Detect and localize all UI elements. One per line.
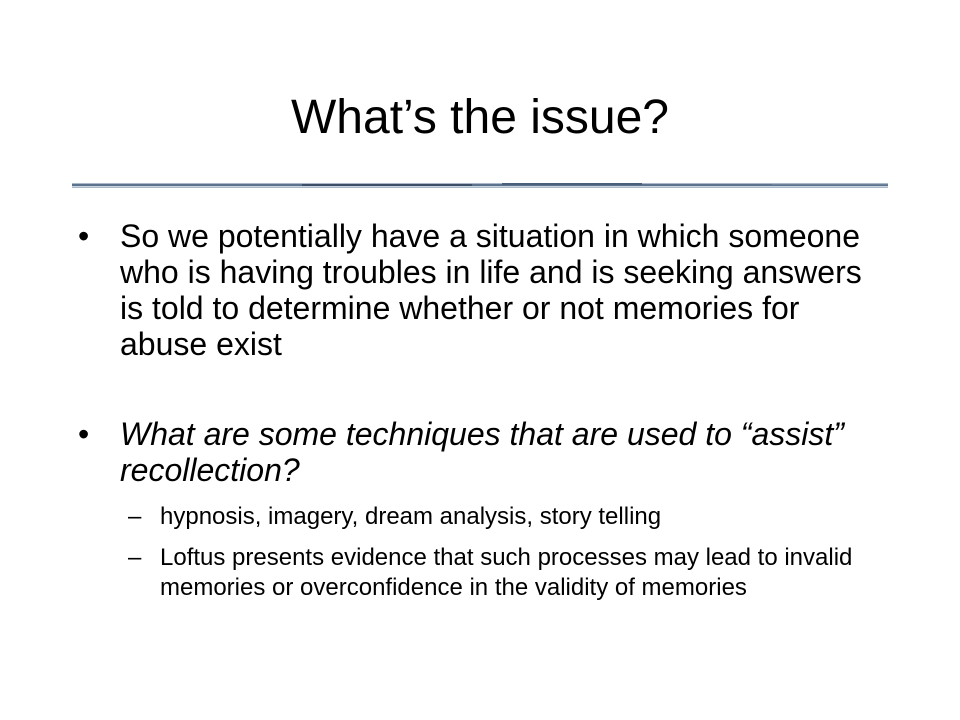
sub-bullet-text: hypnosis, imagery, dream analysis, story telling xyxy=(160,503,662,530)
slide-title: What’s the issue? xyxy=(291,91,669,144)
divider-line-graphic xyxy=(72,182,888,190)
sub-bullet-item xyxy=(78,543,888,603)
bullet-text: So we potentially have a situation in which someone who is having troubles in life and is seeking answers is told to determine whether or not memories for abuse exist xyxy=(120,218,862,362)
bullet-text: What are some techniques that are used to “assist” recollection? xyxy=(120,416,844,488)
bullet-item xyxy=(78,218,888,362)
bullet-marker: • xyxy=(78,416,90,452)
bullet-marker: • xyxy=(78,218,90,254)
sub-bullet-marker: – xyxy=(128,503,142,530)
title-divider xyxy=(72,182,888,190)
sub-bullet-item xyxy=(78,502,888,532)
sub-bullet-marker: – xyxy=(128,544,142,571)
bullet-item xyxy=(78,416,888,488)
spacer xyxy=(78,362,888,416)
sub-bullet-text: Loftus presents evidence that such processes may lead to invalid memories or overconfidence in the validity of memories xyxy=(160,544,853,601)
slide-body xyxy=(78,218,888,603)
